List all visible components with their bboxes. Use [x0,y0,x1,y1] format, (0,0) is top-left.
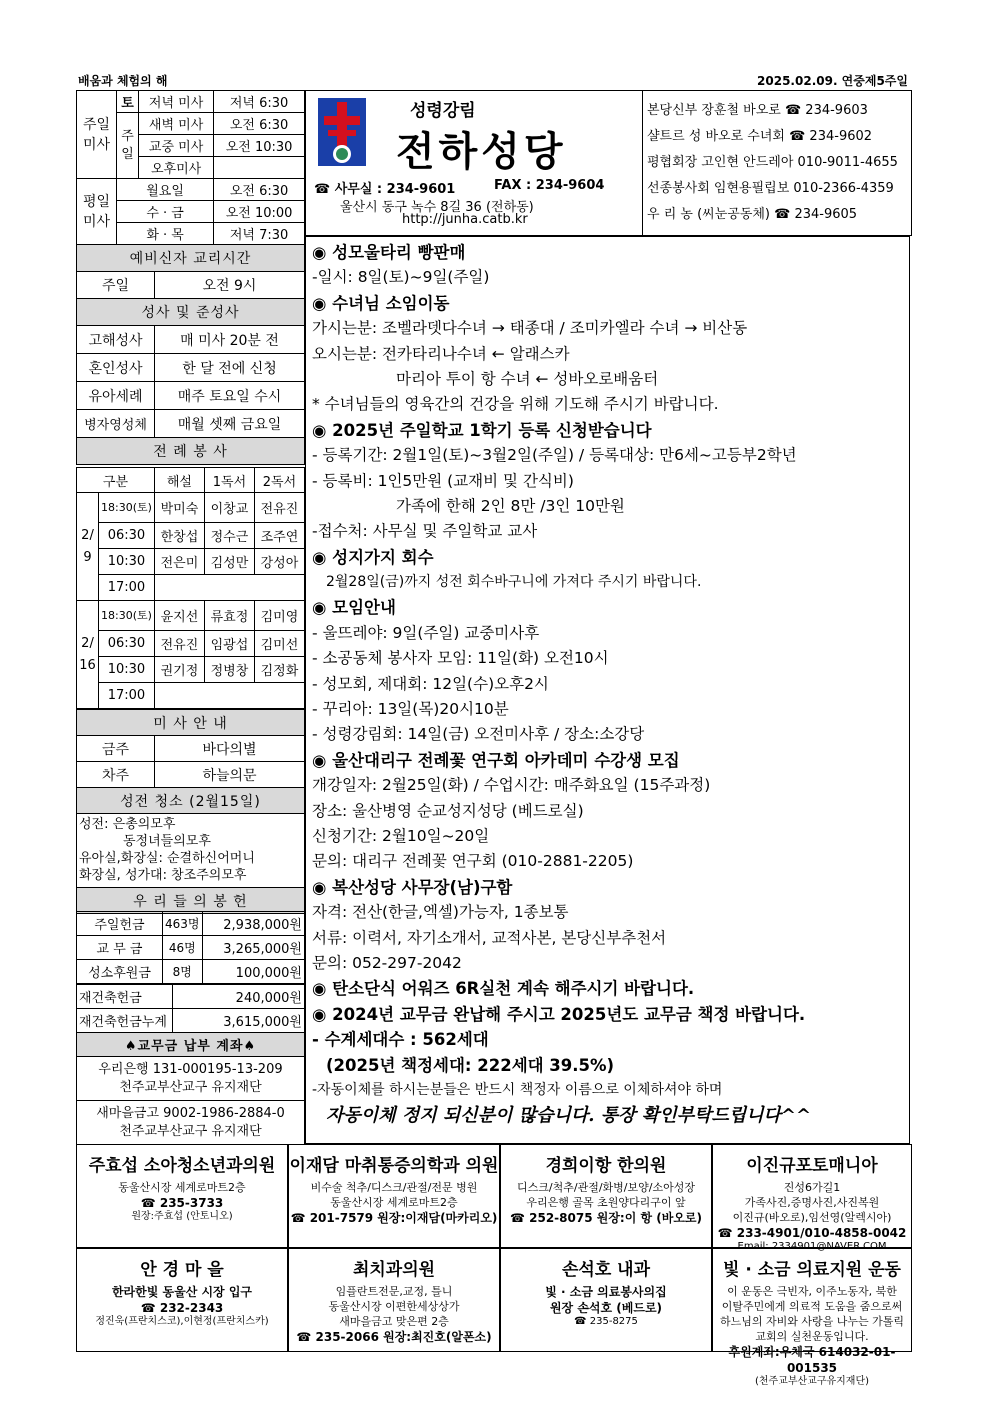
mass-guide-week: 차주 [77,762,155,788]
ad-box [288,1144,500,1248]
cleaning-line: 성전: 은총의모후 [79,817,176,832]
sacrament-info: 매 미사 20분 전 [155,326,305,354]
mass-time: 오전 10:30 [214,135,305,157]
contact-line: 샬트르 성 바오로 수녀회 ☎ 234-9602 [647,129,873,144]
building-fund-table [76,984,305,1033]
sacrament-info: 매월 셋째 금요일 [155,410,305,438]
church-url[interactable]: http://junha.catb.kr [402,212,528,227]
liturgy-table [76,467,305,709]
ad-line: 디스크/척추/관절/화병/보양/소아성장 [517,1181,695,1194]
ad-line: 이 운동은 극빈자, 이주노동자, 북한 [727,1285,897,1298]
weekday-name: 화 · 목 [117,223,214,245]
ad-line: 후원계좌:우체국 614032-01-001535 [728,1345,896,1375]
ad-box [288,1248,500,1352]
cleaning-line: 동정녀들의모후 [123,834,211,849]
fund-amount: 240,000원 [173,985,305,1009]
mass-name: 교중 미사 [139,135,214,157]
notice-line: 장소: 울산병영 순교성지성당 (베드로실) [312,801,584,820]
theme-text: 배움과 체험의 해 [78,74,168,88]
fund-amount: 3,615,000원 [173,1009,305,1033]
catechumen-title: 예비신자 교리시간 [77,245,305,272]
ad-line: ☎ 235-8275 [574,1316,638,1327]
ad-box [76,1144,288,1248]
notice-line: 자격: 전산(한글,엑셀)가능자, 1종보통 [312,903,569,922]
mass-time: 오전 6:30 [214,113,305,135]
liturgy-person: 조주연 [254,523,304,549]
catechumen-time: 오전 9시 [155,272,305,299]
offering-amount: 2,938,000원 [202,912,305,936]
notice-line: 서류: 이력서, 자기소개서, 교적사본, 본당신부추천서 [312,928,667,947]
notice-line: - 등록비: 1인5만원 (교재비 및 간식비) [312,471,574,490]
ad-line: ☎ 232-2343 [140,1301,224,1315]
liturgy-time: 18:30(토) [99,601,155,631]
notice-line: ◉ 탄소단식 어워즈 6R실천 계속 해주시기 바랍니다. [312,979,695,999]
liturgy-title: 전 례 봉 사 [77,438,305,465]
ad-line: 이재담 마취통증의학과 의원 [289,1156,499,1176]
ad-line: 안 경 마 을 [140,1260,224,1280]
notice-line: 오시는분: 전카타리나수녀 ← 알래스카 [312,344,570,363]
notice-line: - 등록기간: 2월1일(토)~3월2일(주일) / 등록대상: 만6세~고등부2학년 [312,446,797,465]
ad-line: 경희이항 한의원 [545,1156,667,1176]
liturgy-time: 18:30(토) [99,493,155,523]
ad-box [712,1248,912,1387]
offering-name: 주일헌금 [77,912,163,936]
ad-line: ☎ 233-4901/010-4858-0042 [717,1226,907,1240]
church-title: 전하성당 [396,128,567,175]
cleaning-box [77,814,305,888]
ad-box [76,1248,288,1352]
notice-list [312,240,907,1129]
notice-line: 2월28일(금)까지 성전 회수바구니에 가져다 주시기 바랍니다. [326,574,702,591]
liturgy-person: 정병창 [204,657,254,683]
fund-name: 재건축헌금누계 [77,1009,173,1033]
liturgy-person: 권기정 [154,657,204,683]
liturgy-time: 17:00 [99,683,155,709]
notice-line: * 수녀님들의 영육간의 건강을 위해 기도해 주시기 바랍니다. [312,395,719,414]
mass-name: 새벽 미사 [139,113,214,135]
weekday-name: 수 · 금 [117,201,214,223]
ad-line: 새마을금고 맞은편 2층 [339,1315,449,1328]
mass-time [214,157,305,179]
ad-line: 정진욱(프란치스코),이현정(프란치스카) [95,1316,269,1327]
mass-guide-title: 미 사 안 내 [77,710,305,736]
notice-line: 문의: 052-297-2042 [312,953,462,972]
ad-line: ☎ 201-7579 원장:이재담(마카리오) [290,1211,498,1225]
liturgy-person: 김미영 [254,601,304,631]
ad-line: 원장:주효섭 (안토니오) [131,1211,233,1222]
ad-line: 동울산시장 이편한세상상가 [328,1300,460,1313]
liturgy-person: 류효정 [204,601,254,631]
liturgy-person: 전은미 [154,549,204,575]
ad-line: 빛 · 소금 의료봉사의집 [545,1285,667,1299]
fax: FAX : 234-9604 [494,178,605,193]
notice-line: - 수계세대수 : 562세대 [312,1030,489,1050]
ad-line: 진성6가길1 [783,1181,841,1194]
cleaning-line: 화장실, 성가대: 창조주의모후 [79,868,247,883]
ad-box [500,1248,712,1352]
offering-amount: 100,000원 [202,960,305,984]
mass-time: 저녁 6:30 [214,91,305,113]
notice-line: 문의: 대리구 전례꽃 연구회 (010-2881-2205) [312,852,634,871]
contacts-box [642,90,912,236]
mass-schedule-table [76,90,305,245]
weekday-name: 월요일 [117,179,214,201]
cleaning-title: 성전 청소 (2월15일) [77,788,305,814]
weekday-time: 오전 6:30 [214,179,305,201]
notice-line: -자동이체를 하시는분들은 반드시 책정자 이름으로 이체하셔야 하며 [312,1081,723,1098]
liturgy-person: 전유진 [154,631,204,657]
ad-line: ☎ 252-8075 원장:이 항 (바오로) [510,1211,702,1225]
liturgy-person [154,683,304,709]
ad-box [500,1144,712,1248]
ad-line: 하느님의 자비와 사랑을 나누는 가톨릭 [719,1315,904,1328]
sun-label: 주일 [117,113,139,179]
liturgy-person: 한창섭 [154,523,204,549]
liturgy-person: 이창교 [204,493,254,523]
liturgy-header: 해설 [154,468,204,493]
liturgy-time: 06:30 [99,631,155,657]
liturgy-header: 구분 [77,468,155,493]
catechumen-day: 주일 [77,272,155,299]
liturgy-time: 10:30 [99,549,155,575]
sacrament-info: 한 달 전에 신청 [155,354,305,382]
liturgy-person: 윤지선 [154,601,204,631]
ad-line: 동울산시장 세계로마트2층 [118,1181,246,1194]
ad-line: 이탈주민에게 의료적 도움을 줌으로써 [721,1300,903,1313]
address: 울산시 동구 녹수 8길 36 (전하동) [340,200,534,215]
offering-count: 8명 [163,960,203,984]
liturgy-time: 17:00 [99,575,155,601]
account-title: ♠교무금 납부 계좌♠ [77,1033,305,1057]
fund-name: 재건축헌금 [77,985,173,1009]
notice-line: - 꾸리아: 13일(목)20시10분 [312,700,509,719]
notice-line: (2025년 책정세대: 222세대 39.5%) [326,1055,615,1075]
liturgy-date: 2/16 [77,601,99,709]
mass-guide-table [76,709,305,914]
date-text: 2025.02.09. 연중제5주일 [757,74,908,88]
sacrament-name: 유아세례 [77,382,155,410]
liturgy-date: 2/9 [77,493,99,601]
left-column-table [76,244,305,465]
offering-title: 우 리 들 의 봉 헌 [77,888,305,914]
sacrament-name: 혼인성사 [77,354,155,382]
offering-count: 46명 [163,936,203,960]
liturgy-person: 박미숙 [154,493,204,523]
notice-line: - 성령강림회: 14일(금) 오전미사후 / 장소:소강당 [312,725,645,744]
sunday-mass-label: 주일미사 [77,91,117,179]
ad-line: 가족사진,증명사진,사진복원 [744,1196,880,1209]
notice-line: - 울뜨레야: 9일(주일) 교중미사후 [312,623,540,642]
weekday-time: 오전 10:00 [214,201,305,223]
contact-line: 우 리 농 (씨눈공동체) ☎ 234-9605 [647,207,858,222]
notice-line: ◉ 모임안내 [312,598,396,618]
cross-icon [318,98,366,170]
ad-line: ☎ 235-2066 원장:최진호(알폰소) [296,1330,492,1344]
ad-line: 우리은행 골목 초원양다리구이 앞 [526,1196,686,1209]
notice-line: - 소공동체 봉사자 모임: 11일(화) 오전10시 [312,649,609,668]
liturgy-person: 정수근 [204,523,254,549]
account-saemaeul: 새마을금고 9002-1986-2884-0 천주교부산교구 유지재단 [77,1101,305,1145]
ad-line: 이진규(바오로),임선영(알렉시아) [732,1211,892,1224]
notice-line: 가족에 한해 2인 8만 /3인 10만원 [396,496,625,515]
ad-line: 손석호 내과 [561,1260,651,1280]
sacrament-name: 고해성사 [77,326,155,354]
mass-guide-group: 바다의별 [155,736,305,762]
ad-line: 동울산시장 세계로마트2층 [330,1196,458,1209]
notice-line: - 성모회, 제대회: 12일(수)오후2시 [312,674,549,693]
offering-name: 교 무 금 [77,936,163,960]
ad-line: 주효섭 소아청소년과의원 [88,1156,276,1176]
ad-line: ☎ 235-3733 [140,1196,224,1210]
liturgy-header: 2독서 [254,468,304,493]
notice-line: 개강일자: 2월25일(화) / 수업시간: 매주화요일 (15주과정) [312,776,711,795]
liturgy-time: 10:30 [99,657,155,683]
notice-line: -일시: 8일(토)~9일(주일) [312,268,490,287]
notice-line: 마리아 투이 항 수녀 ← 성바오로배움터 [396,369,659,388]
mass-name: 오후미사 [139,157,214,179]
mass-guide-week: 금주 [77,736,155,762]
contact-line: 본당신부 장훈철 바오로 ☎ 234-9603 [647,103,868,118]
ad-line: 이진규포토매니아 [746,1156,878,1176]
ad-line: 한라한빛 동울산 시장 입구 [111,1285,253,1299]
contact-line: 평협회장 고인현 안드레아 010-9011-4655 [647,155,898,170]
notice-line: 자동이체 정지 되신분이 많습니다. 통장 확인부탁드립니다^^ [326,1105,812,1127]
liturgy-person: 전유진 [254,493,304,523]
notice-line: 신청기간: 2월10일~20일 [312,826,490,845]
offering-name: 성소후원금 [77,960,163,984]
ad-box [712,1144,912,1252]
sacraments-title: 성사 및 준성사 [77,299,305,326]
offering-table [76,911,305,984]
notice-line: ◉ 2024년 교무금 완납해 주시고 2025년도 교무금 책정 바랍니다. [312,1004,806,1024]
account-table [76,1032,305,1145]
notice-line: ◉ 2025년 주일학교 1학기 등록 신청받습니다 [312,420,652,440]
ad-line: 원장 손석호 (베드로) [549,1301,663,1315]
offering-count: 463명 [163,912,203,936]
liturgy-person [154,575,304,601]
ad-line: 비수술 척추/디스크/관절/전문 병원 [310,1181,478,1194]
liturgy-person: 김성만 [204,549,254,575]
weekday-mass-label: 평일미사 [77,179,117,245]
cleaning-line: 유아실,화장실: 순결하신어머니 [79,851,255,866]
weekday-time: 저녁 7:30 [214,223,305,245]
church-logo [318,98,366,170]
liturgy-person: 강성아 [254,549,304,575]
ad-line: 교회의 실천운동입니다. [755,1330,869,1343]
notice-line: ◉ 성모울타리 빵판매 [312,243,466,262]
ad-line: 빛 · 소금 의료지원 운동 [723,1260,901,1280]
liturgy-person: 김미선 [254,631,304,657]
liturgy-header: 1독서 [204,468,254,493]
sacrament-name: 병자영성체 [77,410,155,438]
mass-guide-group: 하늘의문 [155,762,305,788]
sacrament-info: 매주 토요일 수시 [155,382,305,410]
ad-line: 임플란트전문,교정, 틀니 [335,1285,453,1298]
notice-line: ◉ 성지가지 회수 [312,547,434,567]
contact-line: 선종봉사회 임현용필립보 010-2366-4359 [647,181,894,196]
ad-line: (천주교부산교구유지재단) [754,1376,870,1387]
mass-name: 저녁 미사 [139,91,214,113]
liturgy-person: 김정화 [254,657,304,683]
notice-line: ◉ 울산대리구 전례꽃 연구회 아카데미 수강생 모집 [312,750,680,770]
liturgy-person: 임광섭 [204,631,254,657]
account-woori: 우리은행 131-000195-13-209 천주교부산교구 유지재단 [77,1057,305,1101]
ad-line: Email: 2334901@NAVER.COM [737,1241,887,1252]
ad-line: 최치과의원 [352,1260,436,1280]
offering-amount: 3,265,000원 [202,936,305,960]
liturgy-time: 06:30 [99,523,155,549]
notice-line: -접수처: 사무실 및 주일학교 교사 [312,522,538,541]
notice-line: ◉ 복산성당 사무장(남)구함 [312,877,513,897]
notice-line: 가시는분: 조벨라뎃다수녀 → 태종대 / 조미카엘라 수녀 → 비산동 [312,319,748,338]
sat-label: 토 [117,91,139,113]
office-phone: ☎ 사무실 : 234-9601 [314,182,456,197]
title-small: 성령강림 [410,101,476,121]
notice-line: ◉ 수녀님 소임이동 [312,293,450,313]
